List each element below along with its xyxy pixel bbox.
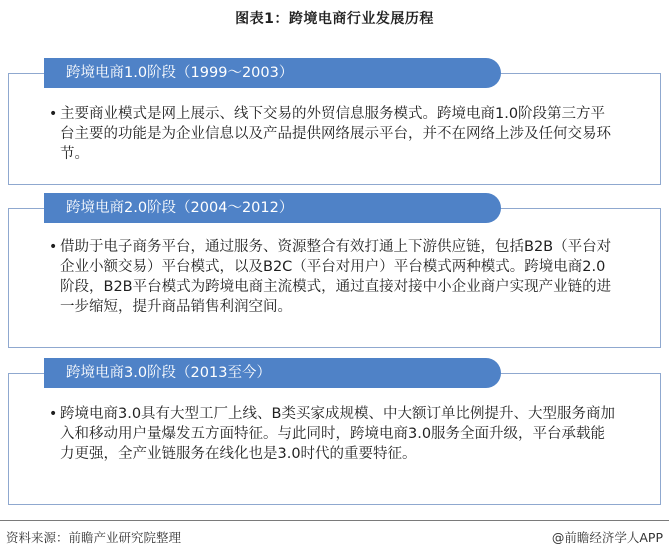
footer bbox=[0, 520, 669, 555]
bullet-icon: • bbox=[49, 239, 58, 255]
stage-2-description bbox=[49, 237, 615, 317]
stage-1-header: 跨境电商1.0阶段（1999～2003） bbox=[44, 58, 501, 88]
chart-title: 图表1：跨境电商行业发展历程 bbox=[235, 11, 434, 27]
stage-2-header: 跨境电商2.0阶段（2004～2012） bbox=[44, 193, 501, 223]
brand-credit: @前瞻经济学人APP bbox=[551, 530, 663, 545]
bullet-icon: • bbox=[49, 106, 58, 122]
stage-1-description bbox=[49, 104, 615, 164]
stage-3-description bbox=[49, 404, 616, 464]
stage-2-text: 借助于电子商务平台，通过服务、资源整合有效打通上下游供应链，包括B2B（平台对企业小额交易）平台模式，以及B2C（平台对用户）平台模式两种模式。跨境电商2.0阶段，B2B平台模式为跨境电商主流模式，通过直接对接中小企业商户实现产业链的进一步缩短，提升商品销售利润空间。 bbox=[60, 239, 612, 315]
stage-3-text: 跨境电商3.0具有大型工厂上线、B类买家成规模、中大额订单比例提升、大型服务商加入和移动用户量爆发五方面特征。与此同时，跨境电商3.0服务全面升级，平台承载能力更强，全产业链服务在线化也是3.0时代的重要特征。 bbox=[60, 406, 616, 462]
stage-3-header: 跨境电商3.0阶段（2013至今） bbox=[44, 358, 501, 388]
bullet-icon: • bbox=[49, 406, 58, 422]
source-note: 资料来源：前瞻产业研究院整理 bbox=[6, 530, 182, 545]
stage-1-text: 主要商业模式是网上展示、线下交易的外贸信息服务模式。跨境电商1.0阶段第三方平台主要的功能是为企业信息以及产品提供网络展示平台，并不在网络上涉及任何交易环节。 bbox=[60, 106, 611, 162]
